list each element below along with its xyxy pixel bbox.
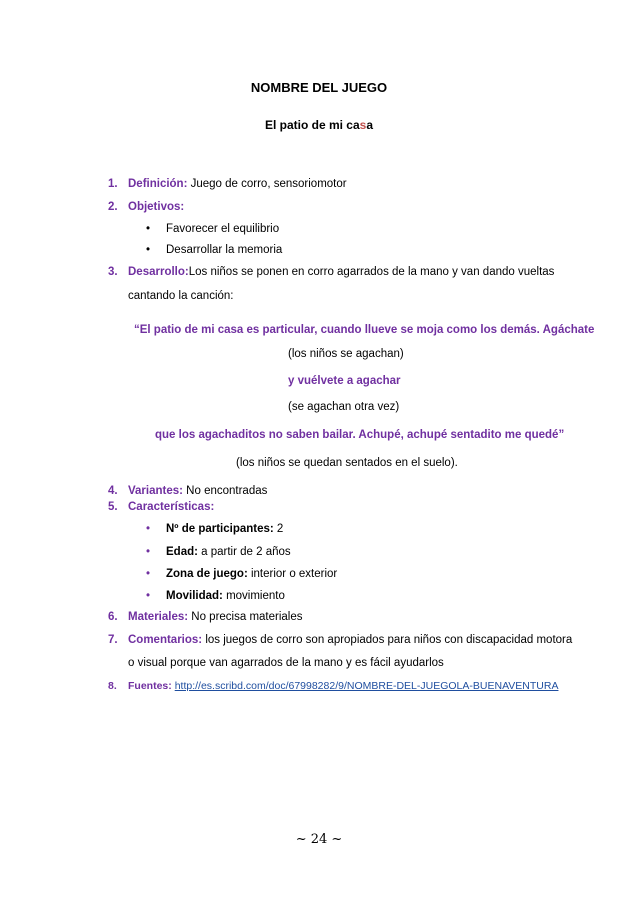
song-stage-direction: (se agachan otra vez) <box>288 401 400 413</box>
source-link[interactable]: http://es.scribd.com/doc/67998282/9/NOMBRE-DEL-JUEGOLA-BUENAVENTURA <box>174 680 559 692</box>
item-number: 5. <box>108 501 118 513</box>
bullet-icon: • <box>146 223 151 235</box>
bullet-icon: • <box>146 568 151 580</box>
item-text: No encontradas <box>182 485 268 497</box>
item-label: Definición: <box>128 178 188 190</box>
list-item <box>146 244 282 256</box>
song-line: “El patio de mi casa es particular, cuando llueve se moja como los demás. Agáchate <box>134 324 595 336</box>
list-item <box>146 590 285 602</box>
bullet-icon: • <box>146 590 151 602</box>
list-item <box>146 523 283 535</box>
item-label: Desarrollo: <box>128 266 189 278</box>
bullet-label: Movilidad: <box>166 590 223 602</box>
item-fuentes <box>108 680 558 692</box>
item-materiales <box>108 611 303 623</box>
item-caracteristicas <box>108 501 214 513</box>
game-name <box>0 118 638 132</box>
page-title: NOMBRE DEL JUEGO <box>250 80 388 95</box>
game-name-part3: a <box>366 118 374 132</box>
bullet-value: interior o exterior <box>247 568 338 580</box>
item-objetivos <box>108 201 184 213</box>
bullet-icon: • <box>146 523 151 535</box>
item-comentarios <box>108 634 572 646</box>
bullet-value: a partir de 2 años <box>197 546 291 558</box>
bullet-icon: • <box>146 546 151 558</box>
list-item <box>146 568 337 580</box>
item-number: 4. <box>108 485 118 497</box>
bullet-text: Favorecer el equilibrio <box>166 223 280 235</box>
item-label: Objetivos: <box>128 201 185 213</box>
bullet-label: Nº de participantes: <box>166 523 274 535</box>
song-stage-direction: (los niños se agachan) <box>288 348 404 360</box>
item-label: Características: <box>128 501 215 513</box>
item-number: 8. <box>108 680 117 692</box>
song-line: y vuélvete a agachar <box>288 375 401 387</box>
item-text: los juegos de corro son apropiados para niños con discapacidad motora <box>202 634 573 646</box>
item-text: No precisa materiales <box>188 611 303 623</box>
item-text: Los niños se ponen en corro agarrados de la mano y van dando vueltas <box>188 266 555 278</box>
item-variantes <box>108 485 267 497</box>
item-label: Comentarios: <box>128 634 203 646</box>
bullet-label: Zona de juego: <box>166 568 248 580</box>
item-label: Variantes: <box>128 485 183 497</box>
list-item <box>146 546 291 558</box>
item-number: 1. <box>108 178 118 190</box>
list-item <box>146 223 279 235</box>
item-text-continuation: cantando la canción: <box>128 290 234 302</box>
item-text: Juego de corro, sensoriomotor <box>187 178 347 190</box>
page-number: ~ 24 ~ <box>295 832 343 847</box>
bullet-value: 2 <box>273 523 284 535</box>
bullet-icon: • <box>146 244 151 256</box>
item-number: 7. <box>108 634 118 646</box>
item-definicion <box>108 178 347 190</box>
item-label: Materiales: <box>128 611 189 623</box>
item-number: 2. <box>108 201 118 213</box>
song-stage-direction: (los niños se quedan sentados en el suelo). <box>236 457 458 469</box>
item-number: 3. <box>108 266 118 278</box>
item-text-continuation: o visual porque van agarrados de la mano y es fácil ayudarlos <box>128 657 444 669</box>
bullet-value: movimiento <box>222 590 285 602</box>
item-label: Fuentes: <box>128 680 172 692</box>
game-name-part1: El patio de mi ca <box>264 118 360 132</box>
bullet-text: Desarrollar la memoria <box>166 244 283 256</box>
game-name-part2: s <box>359 118 367 132</box>
item-desarrollo <box>108 266 554 278</box>
bullet-label: Edad: <box>166 546 198 558</box>
song-line: que los agachaditos no saben bailar. Achupé, achupé sentadito me quedé” <box>155 429 565 441</box>
item-number: 6. <box>108 611 118 623</box>
